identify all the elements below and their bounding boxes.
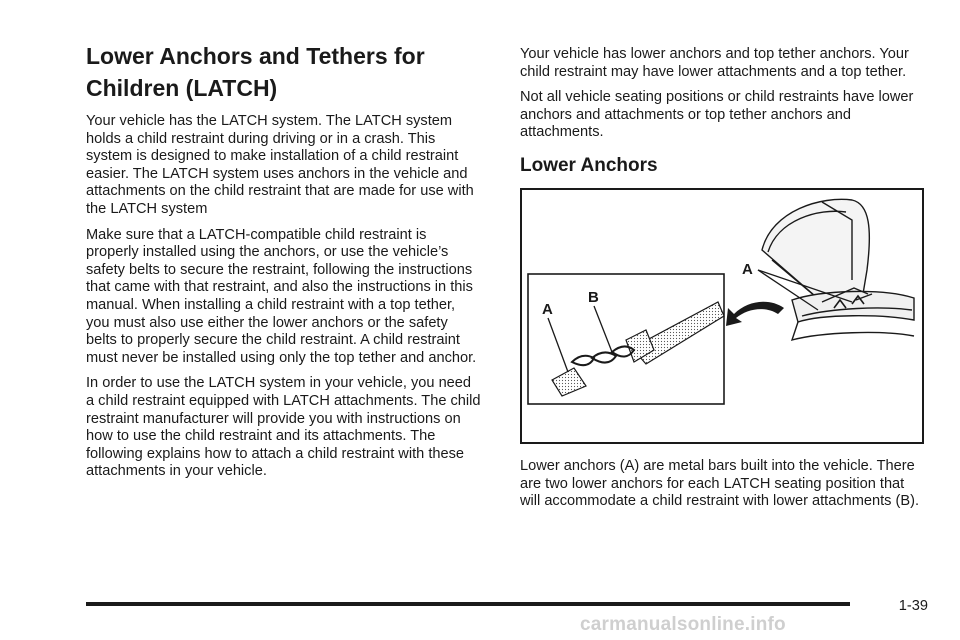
paragraph-lower-anchors-definition: Lower anchors (A) are metal bars built into the vehicle. There are two lower anchors for each LATCH seating position that will accommodate a child restraint with lower attachments (B). bbox=[520, 457, 920, 510]
seat-label-a: A bbox=[742, 260, 753, 278]
right-column bbox=[520, 46, 924, 519]
section-title bbox=[86, 40, 482, 104]
section-title-line1: Lower Anchors and Tethers for bbox=[86, 43, 425, 69]
seat-drawing bbox=[762, 199, 914, 340]
lower-anchors-illustration bbox=[520, 188, 924, 444]
page-number: 1-39 bbox=[898, 598, 928, 614]
inset-label-b: B bbox=[588, 288, 599, 306]
paragraph-not-all-positions: Not all vehicle seating positions or child restraints have lower anchors and attachments or top tether anchors and attachments. bbox=[520, 89, 914, 141]
paragraph-latch-system: Your vehicle has the LATCH system. The LATCH system holds a child restraint during driving or in a crash. This system is designed to make installation of a child restraint easier. The LATCH system uses anchors in the vehicle and attachments on the child restraint that are made for use with the LATCH system bbox=[86, 113, 474, 217]
inset-label-a: A bbox=[542, 300, 553, 318]
paragraph-anchors-overview: Your vehicle has lower anchors and top tether anchors. Your child restraint may have lower attachments and a top tether. bbox=[520, 46, 909, 80]
watermark: carmanualsonline.info bbox=[580, 614, 786, 635]
paragraph-installation: Make sure that a LATCH-compatible child restraint is properly installed using the anchors, or use the vehicle’s safety belts to secure the restraint, following the instructions that came with that restraint, and also the instructions in this manual. When installing a child restraint with a top tether, you must also use either the lower anchors or the safety belts to properly secure the child restraint. A child restraint must never be installed using only the top tether and anchor. bbox=[86, 226, 477, 366]
subheading-lower-anchors: Lower Anchors bbox=[520, 154, 658, 176]
left-column bbox=[86, 40, 482, 489]
section-title-line2: Children (LATCH) bbox=[86, 75, 278, 101]
footer-rule bbox=[86, 602, 850, 606]
lower-anchors-drawing bbox=[522, 190, 922, 442]
paragraph-requirements: In order to use the LATCH system in your vehicle, you need a child restraint equipped with LATCH attachments. The child restraint manufacturer will provide you with instructions on how to use the child restraint and its attachments. The following explains how to attach a child restraint with these attachments in your vehicle. bbox=[86, 375, 481, 480]
curved-arrow-icon bbox=[726, 302, 784, 326]
